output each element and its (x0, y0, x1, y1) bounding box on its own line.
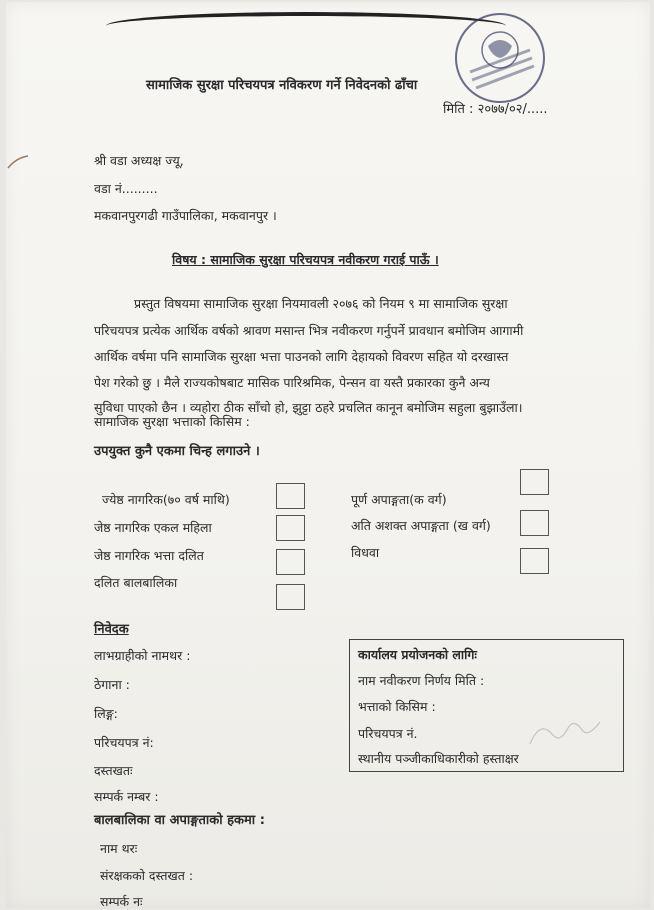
faint-signature-icon (526, 714, 606, 754)
office-field: स्थानीय पञ्जीकाधिकारीको हस्ताक्षर (358, 751, 519, 766)
checkbox-widow[interactable] (520, 548, 549, 574)
option-label: जेष्ठ नागरिक एकल महिला (94, 520, 212, 535)
office-field: परिचयपत्र नं. (358, 726, 418, 741)
applicant-heading: निवेदक (94, 622, 129, 637)
body-line: आर्थिक वर्षमा पनि सामाजिक सुरक्षा भत्ता पाउनको लागि देहायको विवरण सहित यो दरखास्त (94, 349, 509, 364)
instruction-text: उपयुक्त कुनै एकमा चिन्ह लगाउने । (94, 444, 260, 459)
office-heading: कार्यालय प्रयोजनको लागिः (358, 647, 477, 662)
option-label: जेष्ठ नागरिक भत्ता दलित (94, 548, 204, 563)
checkbox-senior-70[interactable] (276, 483, 305, 509)
addressee-line-1: श्री वडा अध्यक्ष ज्यू, (94, 153, 184, 168)
checkbox-full-disability[interactable] (520, 469, 549, 495)
addressee-line-2: वडा नं......... (94, 181, 158, 196)
applicant-field: लाभग्राहीको नामथर : (94, 648, 191, 663)
form-page (6, 2, 650, 908)
office-field: नाम नवीकरण निर्णय मिति : (358, 673, 485, 688)
applicant-field: लिङ्ग: (94, 706, 118, 721)
checkbox-severe-disability[interactable] (520, 510, 549, 536)
subject-line: विषय : सामाजिक सुरक्षा परिचयपत्र नवीकरण गराई पाऊँ । (172, 252, 439, 267)
option-label: दलित बालबालिका (94, 575, 178, 590)
office-field: भत्ताको किसिम : (358, 699, 436, 714)
applicant-field: दस्तखतः (94, 763, 133, 778)
body-line: पेश गरेको छु । मैले राज्यकोषबाट मासिक पारिश्रमिक, पेन्सन वा यस्तै प्रकारका कुनै अन्य (94, 375, 490, 390)
option-label: पूर्ण अपाङ्गता(क वर्ग) (351, 492, 447, 507)
stray-mark-icon (6, 152, 30, 172)
form-title: सामाजिक सुरक्षा परिचयपत्र नविकरण गर्ने निवेदनको ढाँचा (146, 78, 418, 93)
body-line: सुविधा पाएको छैन । व्यहोरा ठीक साँचो हो, झुट्टा ठहरे प्रचलित कानून बमोजिम सहुला बुझाउँला। (94, 400, 523, 415)
guardian-heading: बालबालिका वा अपाङ्गताको हकमा : (94, 813, 265, 828)
applicant-field: परिचयपत्र नं: (94, 735, 154, 750)
checkbox-senior-single-woman[interactable] (276, 515, 305, 541)
addressee-line-3: मकवानपुरगढी गाउँपालिका, मकवानपुर । (94, 208, 277, 223)
date-field: मिति : २०७७/०२/..... (443, 102, 548, 117)
allowance-type-label: सामाजिक सुरक्षा भत्ताको किसिम : (94, 414, 250, 429)
guardian-field: नाम थरः (100, 841, 138, 856)
applicant-field: ठेगाना : (94, 677, 130, 692)
body-line: परिचयपत्र प्रत्येक आर्थिक वर्षको श्रावण मसान्त भित्र नवीकरण गर्नुपर्ने प्रावधान बमोजिम आगामी (94, 323, 524, 338)
guardian-field: सम्पर्क नः (100, 894, 143, 909)
option-label: अति अशक्त अपाङ्गता (ख वर्ग) (351, 518, 491, 533)
option-label: ज्येष्ठ नागरिक(७० वर्ष माथि) (102, 492, 230, 507)
checkbox-dalit-children[interactable] (276, 584, 305, 610)
checkbox-senior-dalit[interactable] (276, 549, 305, 575)
applicant-field: सम्पर्क नम्बर : (94, 789, 159, 804)
option-label: विधवा (351, 545, 380, 560)
page-edge-shadow (106, 12, 506, 26)
body-line: प्रस्तुत विषयमा सामाजिक सुरक्षा नियमावली २०७६ को नियम ९ मा सामाजिक सुरक्षा (134, 296, 508, 311)
guardian-field: संरक्षकको दस्तखत : (100, 868, 194, 883)
municipality-stamp-icon (452, 10, 548, 106)
